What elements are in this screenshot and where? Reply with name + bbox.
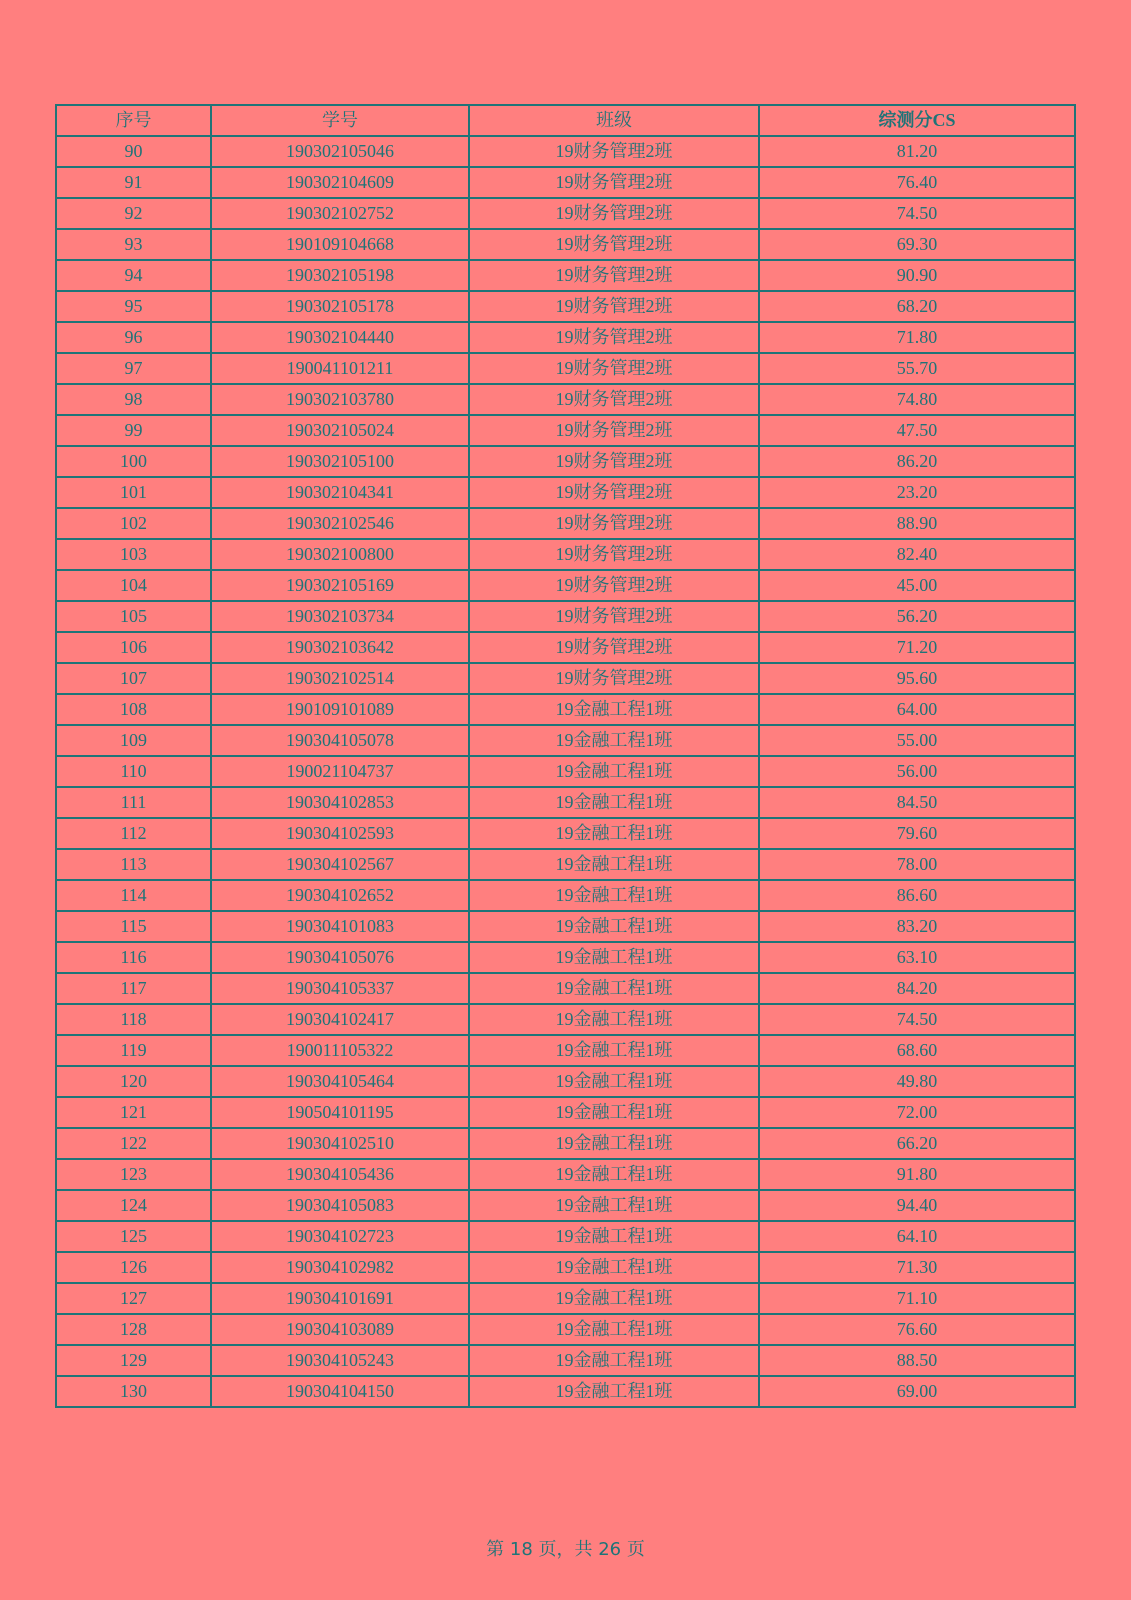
cell-index: 107 [56, 663, 211, 694]
cell-index: 99 [56, 415, 211, 446]
table-row [56, 167, 1075, 198]
cell-class: 19金融工程1班 [469, 1221, 759, 1252]
cell-student-id: 190302105178 [211, 291, 469, 322]
cell-class: 19财务管理2班 [469, 601, 759, 632]
cell-index: 108 [56, 694, 211, 725]
cell-index: 105 [56, 601, 211, 632]
table-row [56, 1221, 1075, 1252]
cell-score: 63.10 [759, 942, 1075, 973]
cell-class: 19金融工程1班 [469, 1376, 759, 1407]
cell-student-id: 190304102417 [211, 1004, 469, 1035]
cell-score: 74.80 [759, 384, 1075, 415]
table-row [56, 694, 1075, 725]
cell-student-id: 190021104737 [211, 756, 469, 787]
table-row [56, 1252, 1075, 1283]
cell-student-id: 190302100800 [211, 539, 469, 570]
cell-student-id: 190302104440 [211, 322, 469, 353]
cell-class: 19财务管理2班 [469, 353, 759, 384]
header-class: 班级 [469, 105, 759, 136]
cell-class: 19财务管理2班 [469, 198, 759, 229]
cell-index: 129 [56, 1345, 211, 1376]
cell-score: 76.40 [759, 167, 1075, 198]
table-body [56, 136, 1075, 1407]
table-row [56, 322, 1075, 353]
table-row [56, 849, 1075, 880]
cell-index: 120 [56, 1066, 211, 1097]
table-row [56, 818, 1075, 849]
cell-score: 71.10 [759, 1283, 1075, 1314]
cell-index: 94 [56, 260, 211, 291]
cell-score: 71.20 [759, 632, 1075, 663]
cell-score: 88.50 [759, 1345, 1075, 1376]
table-row [56, 384, 1075, 415]
table-row [56, 1314, 1075, 1345]
cell-score: 69.30 [759, 229, 1075, 260]
cell-index: 103 [56, 539, 211, 570]
cell-student-id: 190302102514 [211, 663, 469, 694]
cell-score: 66.20 [759, 1128, 1075, 1159]
cell-score: 94.40 [759, 1190, 1075, 1221]
header-score: 综测分CS [759, 105, 1075, 136]
table-row [56, 136, 1075, 167]
cell-score: 81.20 [759, 136, 1075, 167]
cell-index: 118 [56, 1004, 211, 1035]
cell-class: 19金融工程1班 [469, 1314, 759, 1345]
cell-class: 19金融工程1班 [469, 1035, 759, 1066]
cell-score: 45.00 [759, 570, 1075, 601]
table-row [56, 229, 1075, 260]
cell-class: 19财务管理2班 [469, 291, 759, 322]
table-row [56, 508, 1075, 539]
table-row [56, 1066, 1075, 1097]
cell-class: 19金融工程1班 [469, 1128, 759, 1159]
cell-index: 124 [56, 1190, 211, 1221]
table-row [56, 1035, 1075, 1066]
cell-class: 19金融工程1班 [469, 818, 759, 849]
cell-student-id: 190304104150 [211, 1376, 469, 1407]
cell-score: 68.20 [759, 291, 1075, 322]
cell-index: 93 [56, 229, 211, 260]
table-row [56, 198, 1075, 229]
cell-index: 95 [56, 291, 211, 322]
cell-student-id: 190304105337 [211, 973, 469, 1004]
cell-class: 19金融工程1班 [469, 880, 759, 911]
cell-class: 19金融工程1班 [469, 973, 759, 1004]
table-row [56, 260, 1075, 291]
cell-class: 19金融工程1班 [469, 849, 759, 880]
cell-index: 96 [56, 322, 211, 353]
cell-class: 19金融工程1班 [469, 1190, 759, 1221]
cell-class: 19财务管理2班 [469, 384, 759, 415]
cell-class: 19财务管理2班 [469, 539, 759, 570]
cell-index: 116 [56, 942, 211, 973]
cell-class: 19金融工程1班 [469, 1283, 759, 1314]
table-row [56, 880, 1075, 911]
cell-student-id: 190304105078 [211, 725, 469, 756]
cell-student-id: 190011105322 [211, 1035, 469, 1066]
cell-class: 19金融工程1班 [469, 694, 759, 725]
cell-student-id: 190304105243 [211, 1345, 469, 1376]
table-row [56, 973, 1075, 1004]
table-row [56, 1128, 1075, 1159]
cell-index: 110 [56, 756, 211, 787]
cell-index: 101 [56, 477, 211, 508]
cell-index: 97 [56, 353, 211, 384]
cell-student-id: 190304105076 [211, 942, 469, 973]
table-row [56, 601, 1075, 632]
cell-index: 92 [56, 198, 211, 229]
cell-score: 74.50 [759, 198, 1075, 229]
cell-student-id: 190304102652 [211, 880, 469, 911]
cell-student-id: 190041101211 [211, 353, 469, 384]
cell-student-id: 190109101089 [211, 694, 469, 725]
cell-index: 115 [56, 911, 211, 942]
table-header [56, 105, 1075, 136]
cell-score: 56.00 [759, 756, 1075, 787]
table-row [56, 446, 1075, 477]
cell-student-id: 190302103780 [211, 384, 469, 415]
cell-score: 79.60 [759, 818, 1075, 849]
cell-score: 72.00 [759, 1097, 1075, 1128]
cell-class: 19财务管理2班 [469, 322, 759, 353]
cell-class: 19金融工程1班 [469, 1252, 759, 1283]
cell-score: 95.60 [759, 663, 1075, 694]
cell-class: 19金融工程1班 [469, 725, 759, 756]
header-row [56, 105, 1075, 136]
cell-class: 19财务管理2班 [469, 446, 759, 477]
cell-student-id: 190302105100 [211, 446, 469, 477]
cell-student-id: 190304102567 [211, 849, 469, 880]
table-row [56, 415, 1075, 446]
cell-student-id: 190304102593 [211, 818, 469, 849]
table-row [56, 1004, 1075, 1035]
cell-score: 90.90 [759, 260, 1075, 291]
cell-index: 122 [56, 1128, 211, 1159]
cell-student-id: 190304105464 [211, 1066, 469, 1097]
cell-score: 49.80 [759, 1066, 1075, 1097]
cell-score: 64.00 [759, 694, 1075, 725]
cell-score: 64.10 [759, 1221, 1075, 1252]
cell-class: 19财务管理2班 [469, 570, 759, 601]
cell-class: 19财务管理2班 [469, 632, 759, 663]
cell-score: 84.20 [759, 973, 1075, 1004]
cell-index: 109 [56, 725, 211, 756]
cell-score: 86.20 [759, 446, 1075, 477]
cell-student-id: 190304102510 [211, 1128, 469, 1159]
cell-student-id: 190304103089 [211, 1314, 469, 1345]
cell-index: 127 [56, 1283, 211, 1314]
cell-student-id: 190302105198 [211, 260, 469, 291]
cell-student-id: 190302105169 [211, 570, 469, 601]
cell-index: 100 [56, 446, 211, 477]
cell-index: 106 [56, 632, 211, 663]
cell-class: 19财务管理2班 [469, 136, 759, 167]
table-row [56, 1190, 1075, 1221]
cell-score: 69.00 [759, 1376, 1075, 1407]
cell-class: 19金融工程1班 [469, 942, 759, 973]
cell-student-id: 190304101691 [211, 1283, 469, 1314]
cell-index: 121 [56, 1097, 211, 1128]
cell-class: 19金融工程1班 [469, 911, 759, 942]
cell-score: 84.50 [759, 787, 1075, 818]
cell-student-id: 190304102723 [211, 1221, 469, 1252]
table-row [56, 539, 1075, 570]
cell-index: 112 [56, 818, 211, 849]
table-row [56, 570, 1075, 601]
cell-index: 119 [56, 1035, 211, 1066]
cell-student-id: 190302105024 [211, 415, 469, 446]
cell-student-id: 190109104668 [211, 229, 469, 260]
cell-class: 19金融工程1班 [469, 1159, 759, 1190]
cell-score: 86.60 [759, 880, 1075, 911]
table-row [56, 663, 1075, 694]
cell-index: 126 [56, 1252, 211, 1283]
cell-class: 19财务管理2班 [469, 508, 759, 539]
cell-student-id: 190302103642 [211, 632, 469, 663]
cell-class: 19财务管理2班 [469, 229, 759, 260]
cell-student-id: 190302102546 [211, 508, 469, 539]
cell-index: 90 [56, 136, 211, 167]
cell-student-id: 190304102982 [211, 1252, 469, 1283]
page-footer: 第 18 页，共 26 页 [486, 1539, 645, 1560]
cell-score: 88.90 [759, 508, 1075, 539]
table-row [56, 477, 1075, 508]
table-row [56, 725, 1075, 756]
cell-class: 19金融工程1班 [469, 1345, 759, 1376]
cell-score: 82.40 [759, 539, 1075, 570]
table-row [56, 353, 1075, 384]
cell-score: 68.60 [759, 1035, 1075, 1066]
cell-score: 47.50 [759, 415, 1075, 446]
cell-student-id: 190302104609 [211, 167, 469, 198]
header-index: 序号 [56, 105, 211, 136]
cell-student-id: 190304105083 [211, 1190, 469, 1221]
cell-student-id: 190302105046 [211, 136, 469, 167]
cell-student-id: 190304101083 [211, 911, 469, 942]
cell-student-id: 190302104341 [211, 477, 469, 508]
cell-index: 102 [56, 508, 211, 539]
cell-score: 76.60 [759, 1314, 1075, 1345]
cell-class: 19财务管理2班 [469, 167, 759, 198]
cell-class: 19金融工程1班 [469, 1097, 759, 1128]
cell-score: 55.70 [759, 353, 1075, 384]
table-row [56, 1159, 1075, 1190]
cell-score: 56.20 [759, 601, 1075, 632]
cell-index: 117 [56, 973, 211, 1004]
cell-class: 19财务管理2班 [469, 663, 759, 694]
cell-index: 125 [56, 1221, 211, 1252]
table-row [56, 1283, 1075, 1314]
cell-class: 19金融工程1班 [469, 1066, 759, 1097]
cell-score: 78.00 [759, 849, 1075, 880]
cell-score: 83.20 [759, 911, 1075, 942]
table-row [56, 1345, 1075, 1376]
cell-index: 98 [56, 384, 211, 415]
cell-score: 23.20 [759, 477, 1075, 508]
table-row [56, 787, 1075, 818]
table-row [56, 911, 1075, 942]
table-row [56, 1097, 1075, 1128]
cell-index: 130 [56, 1376, 211, 1407]
cell-index: 111 [56, 787, 211, 818]
cell-class: 19财务管理2班 [469, 260, 759, 291]
cell-score: 71.30 [759, 1252, 1075, 1283]
table-row [56, 1376, 1075, 1407]
cell-index: 114 [56, 880, 211, 911]
cell-student-id: 190504101195 [211, 1097, 469, 1128]
cell-student-id: 190304105436 [211, 1159, 469, 1190]
cell-index: 128 [56, 1314, 211, 1345]
cell-score: 91.80 [759, 1159, 1075, 1190]
cell-class: 19财务管理2班 [469, 415, 759, 446]
cell-index: 104 [56, 570, 211, 601]
cell-index: 113 [56, 849, 211, 880]
cell-index: 123 [56, 1159, 211, 1190]
cell-student-id: 190304102853 [211, 787, 469, 818]
table-row [56, 942, 1075, 973]
cell-class: 19金融工程1班 [469, 1004, 759, 1035]
cell-score: 55.00 [759, 725, 1075, 756]
cell-class: 19金融工程1班 [469, 756, 759, 787]
cell-score: 74.50 [759, 1004, 1075, 1035]
cell-student-id: 190302102752 [211, 198, 469, 229]
table-row [56, 632, 1075, 663]
cell-student-id: 190302103734 [211, 601, 469, 632]
score-table [55, 104, 1076, 1408]
cell-score: 71.80 [759, 322, 1075, 353]
table-row [56, 291, 1075, 322]
table-row [56, 756, 1075, 787]
cell-class: 19金融工程1班 [469, 787, 759, 818]
header-student-id: 学号 [211, 105, 469, 136]
cell-class: 19财务管理2班 [469, 477, 759, 508]
cell-index: 91 [56, 167, 211, 198]
